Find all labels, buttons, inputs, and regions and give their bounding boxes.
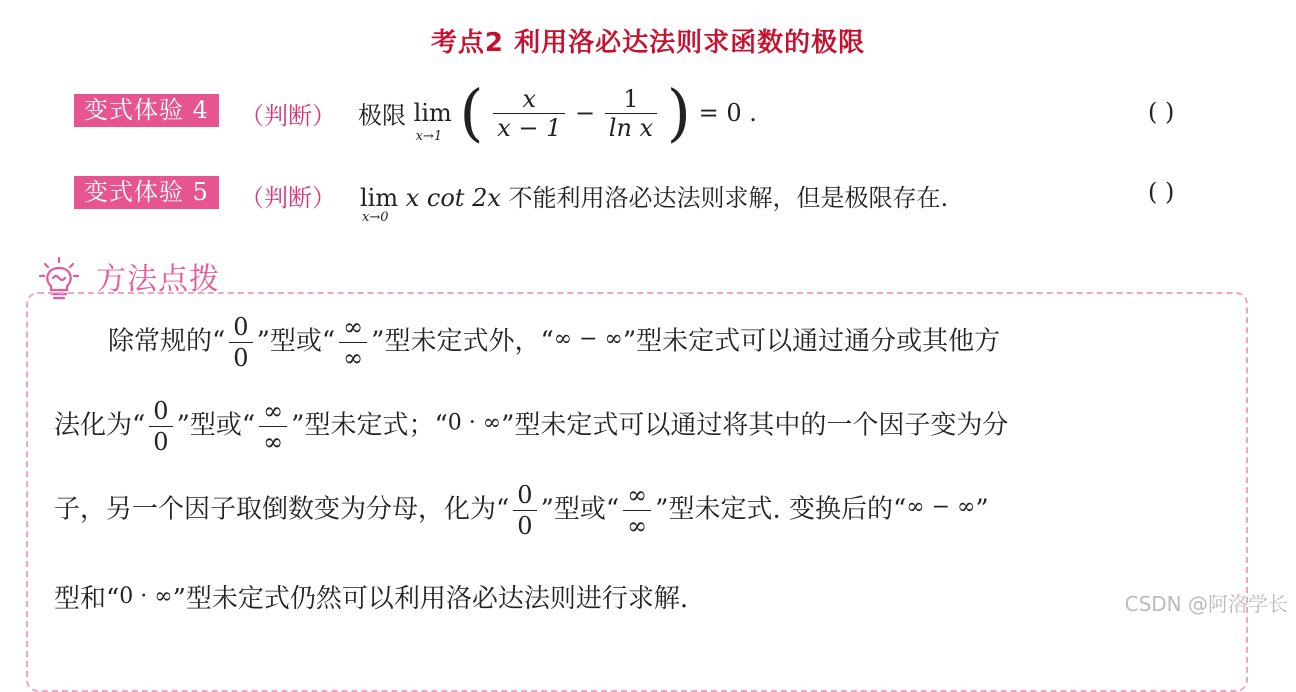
lim-word: lim bbox=[360, 184, 399, 212]
fraction-numerator: 0 bbox=[517, 481, 533, 509]
fraction-denominator: ∞ bbox=[259, 426, 287, 457]
lim-word: lim bbox=[413, 99, 452, 127]
zero-times-inf: 0 · ∞ bbox=[447, 410, 502, 436]
fraction-1 bbox=[493, 85, 565, 142]
answer-blank: ( ) bbox=[1148, 98, 1175, 126]
text-segment: ”型未定式可以通过将其中的一个因子变为分 bbox=[501, 410, 1009, 441]
text-segment: ”型未定式可以通过通分或其他方 bbox=[622, 326, 1001, 357]
exercise-statement bbox=[358, 76, 757, 149]
left-paren: ( bbox=[459, 76, 484, 149]
fraction-denominator: 0 bbox=[149, 426, 172, 457]
exercise-statement bbox=[360, 178, 949, 225]
fraction-numerator: 1 bbox=[623, 84, 639, 113]
text-segment: ”型未定式；“ bbox=[291, 410, 448, 441]
equals-zero: = 0 . bbox=[698, 99, 757, 127]
lim-subscript: x→1 bbox=[415, 129, 443, 144]
text-segment: ”型未定式仍然可以利用洛必达法则进行求解. bbox=[172, 584, 689, 614]
text-segment: ”型未定式. 变换后的“ bbox=[655, 494, 907, 525]
text-segment: 除常规的“ bbox=[108, 326, 226, 357]
fraction-numerator: ∞ bbox=[263, 397, 284, 425]
exercise-badge: 变式体验 5 bbox=[74, 176, 219, 209]
fraction-denominator: x − 1 bbox=[493, 113, 565, 142]
prefix-text: 极限 bbox=[358, 101, 406, 130]
lim-subscript: x→0 bbox=[362, 210, 389, 225]
text-segment: 子，另一个因子取倒数变为分母，化为“ bbox=[54, 494, 510, 525]
inf-minus-inf: ∞ − ∞ bbox=[553, 326, 623, 352]
fraction-denominator: 0 bbox=[513, 510, 536, 541]
fraction-numerator: x bbox=[522, 84, 537, 113]
fraction-numerator: 0 bbox=[233, 313, 249, 341]
text-segment: ”型或“ bbox=[256, 326, 336, 357]
method-line-2 bbox=[54, 396, 1008, 457]
inf-over-inf bbox=[339, 312, 367, 373]
exercise-badge: 变式体验 4 bbox=[74, 94, 219, 127]
watermark: CSDN @阿洛学长 bbox=[1124, 592, 1288, 616]
text-segment: 型和“ bbox=[54, 584, 120, 614]
right-paren: ) bbox=[666, 76, 691, 149]
inf-over-inf bbox=[259, 396, 287, 457]
fraction-denominator: 0 bbox=[229, 342, 252, 373]
fraction-numerator: ∞ bbox=[627, 481, 648, 509]
limit-operator bbox=[360, 184, 399, 225]
answer-blank: ( ) bbox=[1148, 178, 1175, 206]
exercise-5 bbox=[0, 168, 1296, 228]
section-title: 考点2 利用洛必达法则求函数的极限 bbox=[430, 28, 866, 58]
judge-tag: （判断） bbox=[240, 102, 336, 130]
limit-operator bbox=[413, 99, 452, 144]
text-segment: ”型或“ bbox=[176, 410, 256, 441]
inf-over-inf bbox=[623, 480, 651, 541]
inf-minus-inf: ∞ − ∞ bbox=[906, 494, 976, 520]
text-segment: ”型未定式外，“ bbox=[371, 326, 554, 357]
zero-over-zero bbox=[229, 312, 252, 373]
text-segment: ” bbox=[975, 494, 989, 525]
zero-times-inf: 0 · ∞ bbox=[119, 584, 173, 609]
method-line-4 bbox=[54, 578, 688, 615]
exercise-4 bbox=[0, 76, 1296, 149]
zero-over-zero bbox=[513, 480, 536, 541]
fraction-numerator: 0 bbox=[153, 397, 169, 425]
method-line-3 bbox=[54, 480, 989, 541]
limit-expression: x cot 2x bbox=[405, 184, 501, 212]
fraction-denominator: ln x bbox=[605, 113, 657, 142]
text-segment: 法化为“ bbox=[54, 410, 146, 441]
text-segment: ”型或“ bbox=[540, 494, 620, 525]
fraction-denominator: ∞ bbox=[339, 342, 367, 373]
fraction-denominator: ∞ bbox=[623, 510, 651, 541]
fraction-2 bbox=[605, 85, 657, 142]
minus-sign: − bbox=[575, 99, 596, 127]
statement-text: 不能利用洛必达法则求解，但是极限存在. bbox=[508, 184, 949, 212]
method-line-1 bbox=[108, 312, 1000, 373]
zero-over-zero bbox=[149, 396, 172, 457]
fraction-numerator: ∞ bbox=[343, 313, 364, 341]
method-title: 方法点拨 bbox=[96, 262, 220, 297]
judge-tag: （判断） bbox=[240, 184, 336, 212]
